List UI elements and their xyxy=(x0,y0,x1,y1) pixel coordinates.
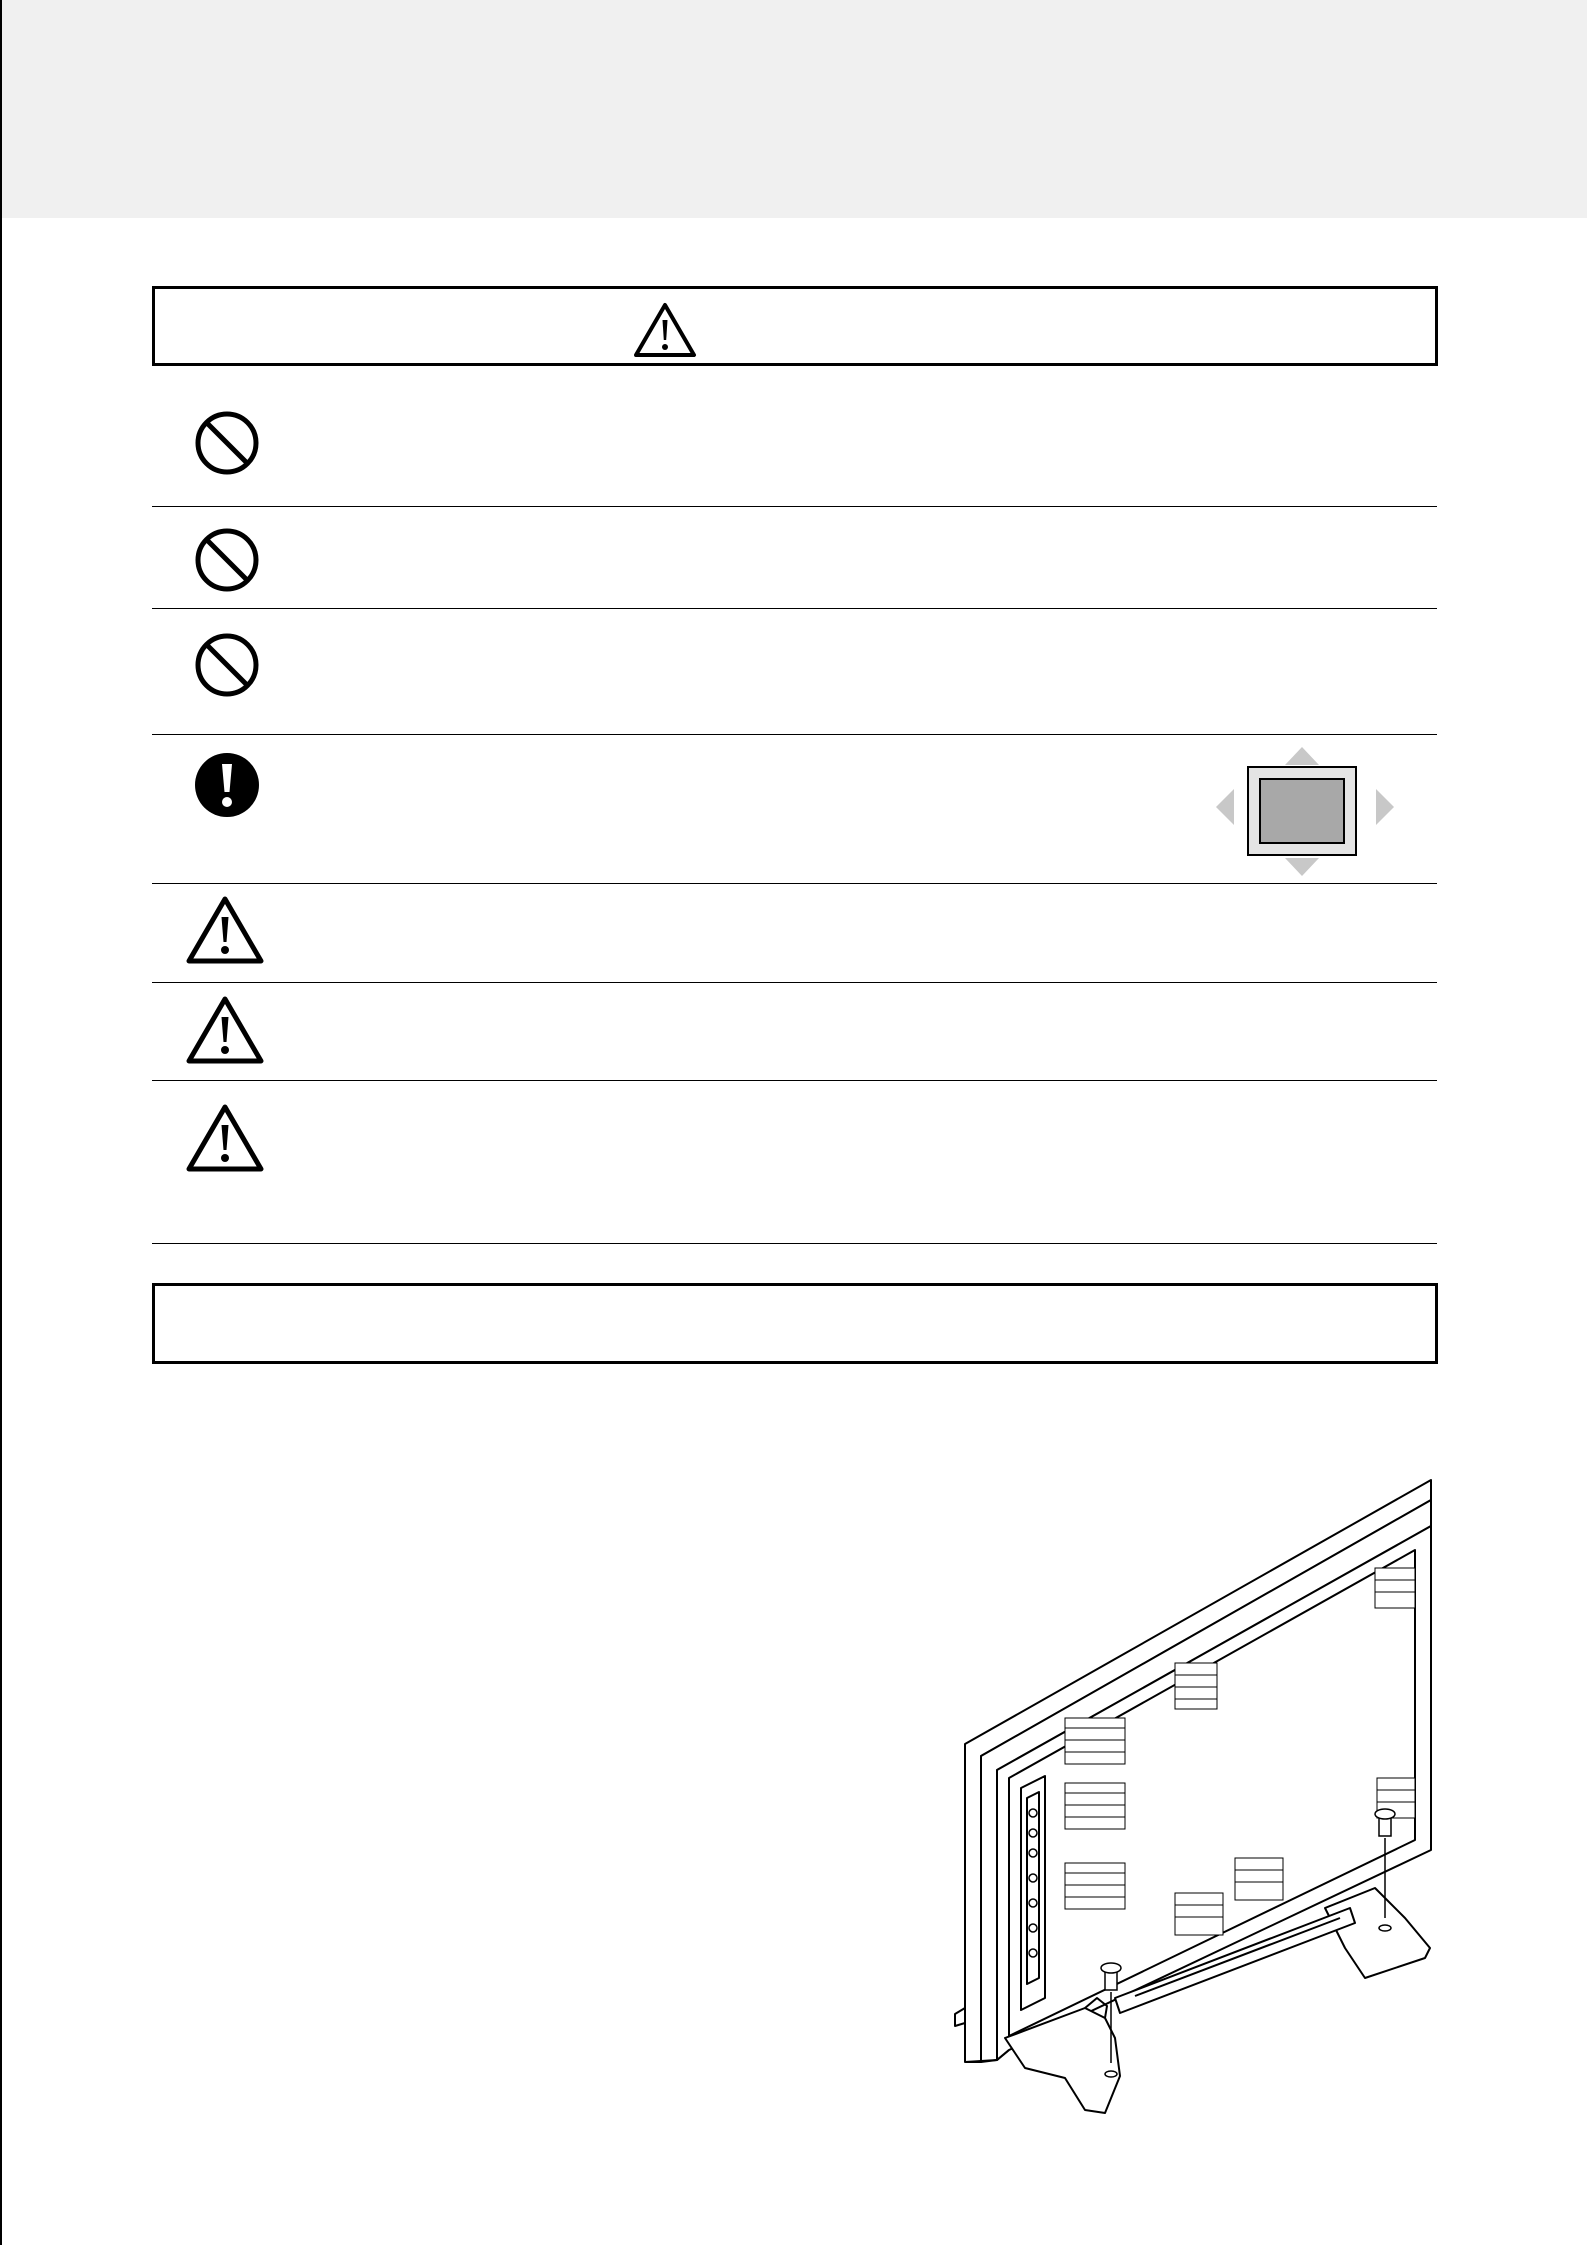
row-divider xyxy=(152,1080,1437,1081)
row-divider xyxy=(152,608,1437,609)
row-divider xyxy=(152,883,1437,884)
caution-triangle-icon xyxy=(633,302,697,358)
prohibition-icon xyxy=(194,632,260,698)
page-left-edge xyxy=(0,0,2,2245)
warning-triangle-icon xyxy=(186,995,264,1065)
prohibition-icon xyxy=(194,410,260,476)
prohibition-icon xyxy=(194,527,260,593)
screen-shift-illustration xyxy=(1208,743,1396,879)
row-divider xyxy=(152,734,1437,735)
warning-triangle-icon xyxy=(186,895,264,965)
mandatory-action-icon xyxy=(194,752,260,818)
section-heading-box xyxy=(152,1283,1438,1364)
warning-triangle-icon xyxy=(186,1103,264,1173)
row-divider xyxy=(152,1243,1437,1244)
row-divider xyxy=(152,506,1437,507)
monitor-stand-illustration xyxy=(945,1478,1445,2118)
row-divider xyxy=(152,982,1437,983)
caution-title-box xyxy=(152,286,1438,366)
page-header-band xyxy=(0,0,1587,218)
